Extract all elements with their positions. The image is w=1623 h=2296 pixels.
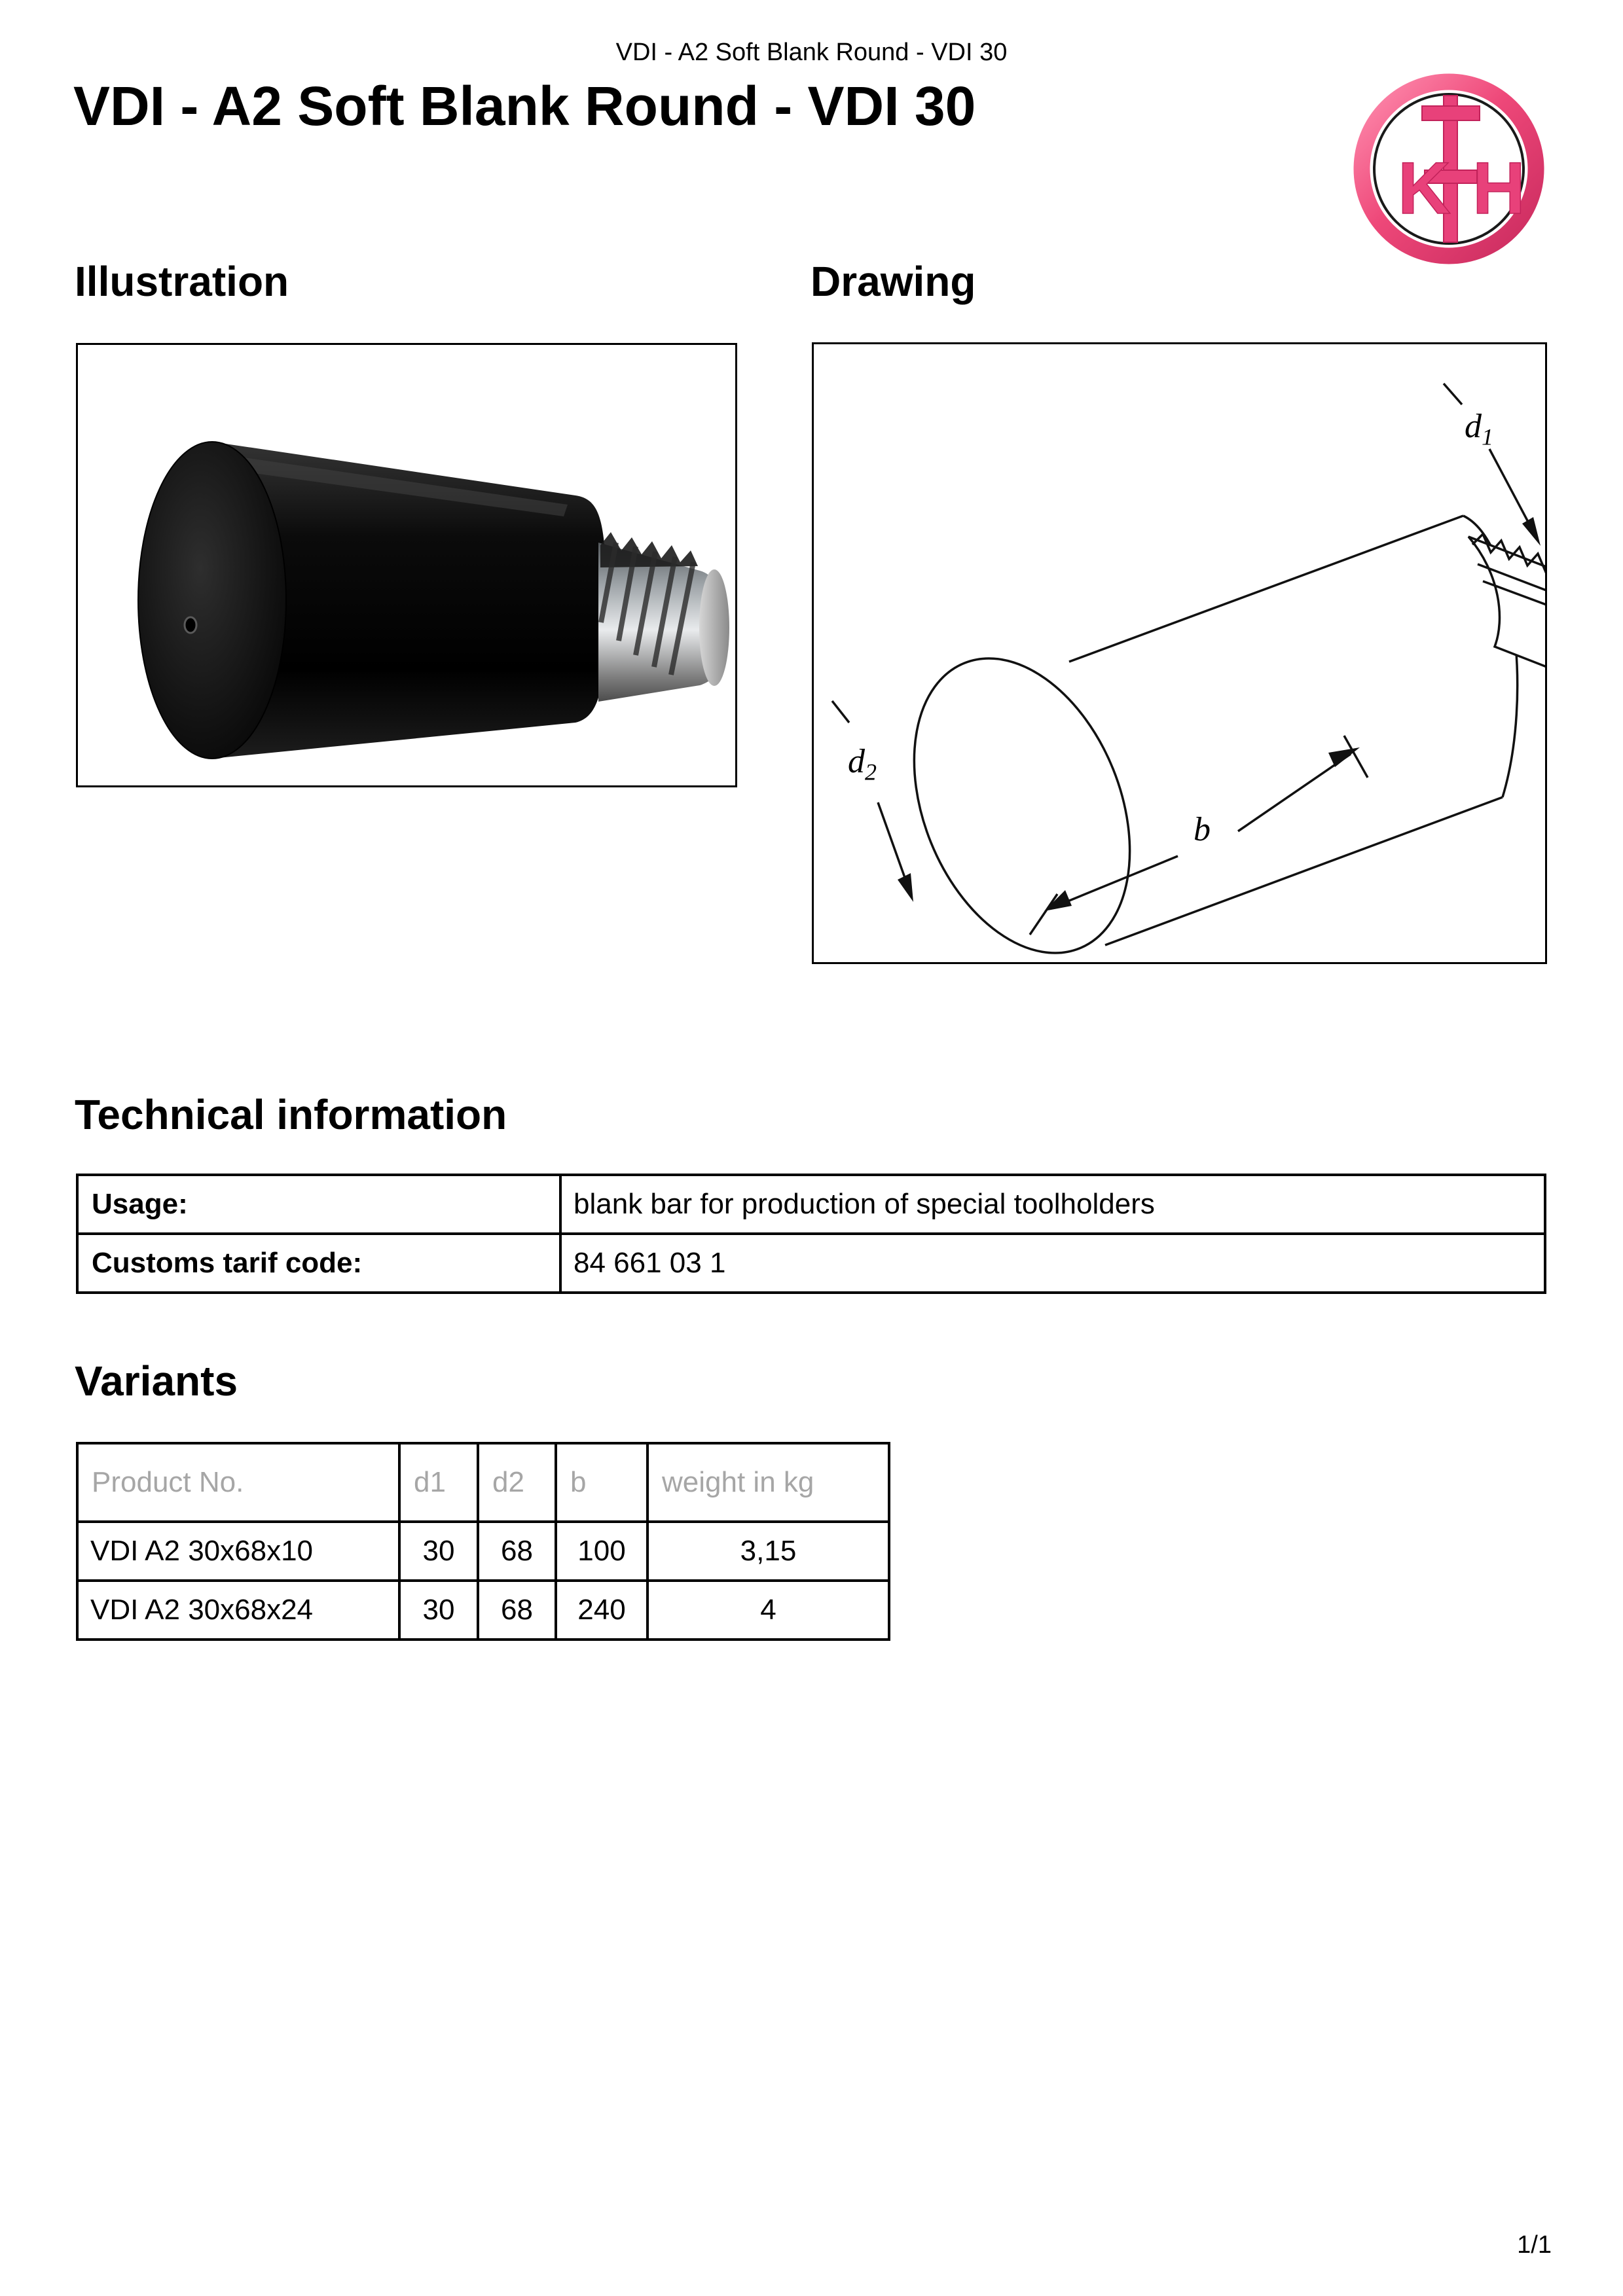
table-row bbox=[77, 1175, 1545, 1234]
variant-weight: 3,15 bbox=[647, 1522, 889, 1581]
drawing-heading: Drawing bbox=[811, 258, 976, 305]
variant-b: 240 bbox=[556, 1581, 647, 1640]
illustration-box bbox=[76, 343, 737, 787]
col-header-product-no: Product No. bbox=[77, 1443, 399, 1522]
drawing-label-b: b bbox=[1194, 811, 1211, 848]
variant-product-no: VDI A2 30x68x24 bbox=[77, 1581, 399, 1640]
variant-weight: 4 bbox=[647, 1581, 889, 1640]
variant-d1: 30 bbox=[399, 1581, 478, 1640]
table-row bbox=[77, 1234, 1545, 1293]
variants-heading: Variants bbox=[75, 1357, 238, 1405]
drawing-box bbox=[812, 342, 1547, 964]
technical-information-table bbox=[76, 1174, 1546, 1294]
logo-letter-h: H bbox=[1472, 147, 1525, 229]
variant-d2: 68 bbox=[478, 1581, 556, 1640]
page-title: VDI - A2 Soft Blank Round - VDI 30 bbox=[73, 75, 976, 137]
usage-value: blank bar for production of special toolholders bbox=[560, 1175, 1545, 1234]
variant-product-no: VDI A2 30x68x10 bbox=[77, 1522, 399, 1581]
running-header: VDI - A2 Soft Blank Round - VDI 30 bbox=[615, 39, 1008, 66]
technical-information-heading: Technical information bbox=[75, 1091, 507, 1138]
variant-d2: 68 bbox=[478, 1522, 556, 1581]
drawing-label-d1-sub: 1 bbox=[1482, 423, 1493, 450]
variant-d1: 30 bbox=[399, 1522, 478, 1581]
table-header-row bbox=[77, 1443, 889, 1522]
usage-label: Usage: bbox=[77, 1175, 560, 1234]
illustration-heading: Illustration bbox=[75, 258, 289, 305]
drawing-label-d1 bbox=[1465, 407, 1493, 450]
customs-tarif-code-value: 84 661 03 1 bbox=[560, 1234, 1545, 1293]
customs-tarif-code-label: Customs tarif code: bbox=[77, 1234, 560, 1293]
drawing-label-d1-base: d bbox=[1465, 408, 1482, 445]
table-row bbox=[77, 1522, 889, 1581]
col-header-d1: d1 bbox=[399, 1443, 478, 1522]
product-photo-image bbox=[78, 345, 735, 785]
logo-letter-k: K bbox=[1398, 147, 1451, 229]
variants-table bbox=[76, 1442, 890, 1641]
col-header-d2: d2 bbox=[478, 1443, 556, 1522]
kfh-logo-icon bbox=[1351, 71, 1547, 267]
table-row bbox=[77, 1581, 889, 1640]
drawing-label-d2 bbox=[848, 742, 877, 785]
variant-b: 100 bbox=[556, 1522, 647, 1581]
drawing-label-d2-sub: 2 bbox=[865, 759, 877, 785]
col-header-b: b bbox=[556, 1443, 647, 1522]
technical-drawing-image bbox=[814, 344, 1545, 962]
page-number: 1/1 bbox=[1517, 2231, 1552, 2259]
col-header-weight: weight in kg bbox=[647, 1443, 889, 1522]
drawing-label-d2-base: d bbox=[848, 743, 865, 780]
